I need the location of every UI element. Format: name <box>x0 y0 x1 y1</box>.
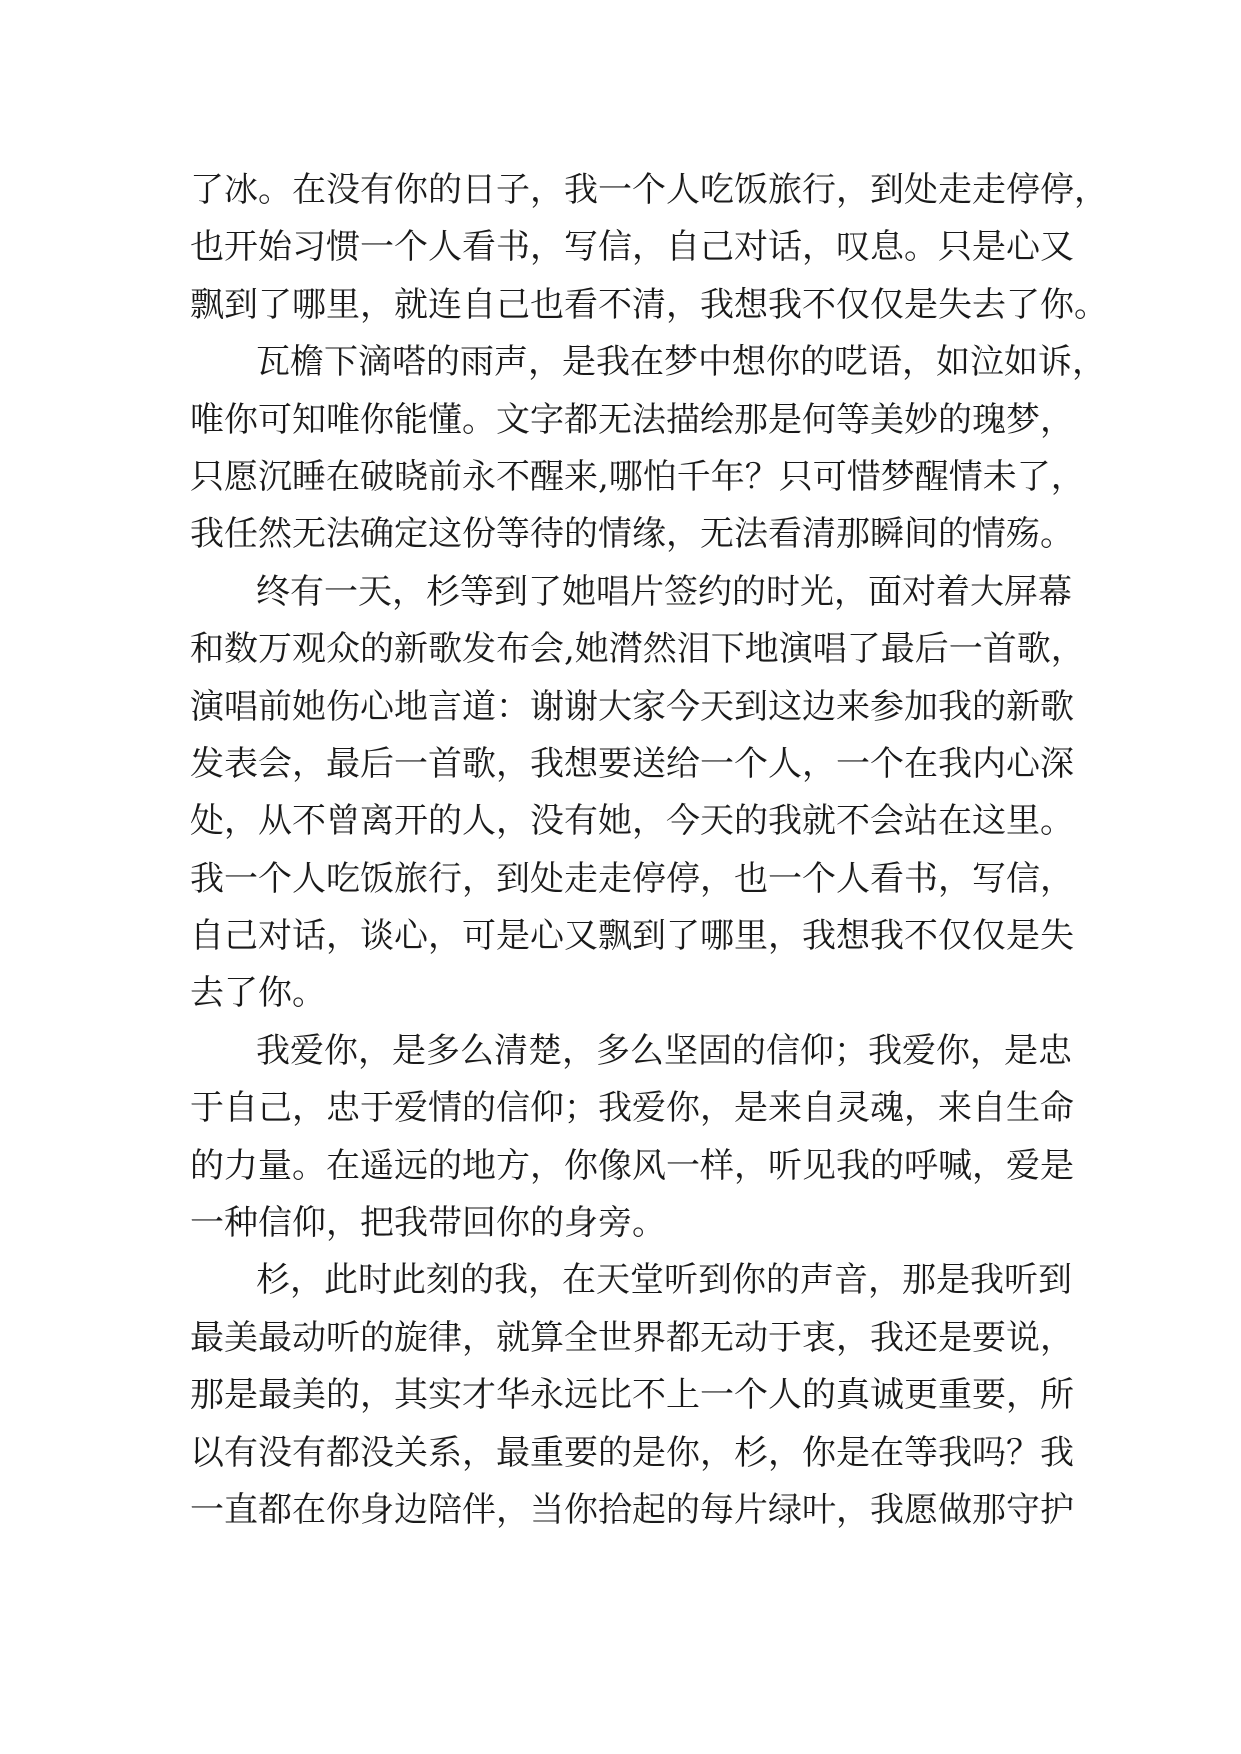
text-line: 自己对话，谈心，可是心又飘到了哪里，我想我不仅仅是失 <box>190 916 1074 957</box>
paragraph <box>190 1023 1074 1253</box>
text-line: 处，从不曾离开的人，没有她，今天的我就不会站在这里。 <box>190 801 1074 842</box>
paragraph <box>190 162 1108 334</box>
text-line: 杉，此时此刻的我，在天堂听到你的声音，那是我听到 <box>256 1260 1072 1301</box>
paragraph <box>190 334 1106 564</box>
text-line: 演唱前她伤心地言道：谢谢大家今天到这边来参加我的新歌 <box>190 686 1074 727</box>
paragraph <box>190 564 1085 1023</box>
text-line: 唯你可知唯你能懂。文字都无法描绘那是何等美妙的瑰梦， <box>190 399 1074 440</box>
text-line: 也开始习惯一个人看书，写信，自己对话，叹息。只是心又 <box>190 227 1074 268</box>
text-line: 的力量。在遥远的地方，你像风一样，听见我的呼喊，爱是 <box>190 1145 1074 1186</box>
text-line: 我爱你，是多么清楚，多么坚固的信仰；我爱你，是忠 <box>256 1030 1072 1071</box>
text-line: 终有一天，杉等到了她唱片签约的时光，面对着大屏幕 <box>256 571 1072 612</box>
text-line: 了冰。在没有你的日子，我一个人吃饭旅行，到处走走停停， <box>190 170 1108 210</box>
text-line: 于自己，忠于爱情的信仰；我爱你，是来自灵魂，来自生命 <box>190 1088 1074 1129</box>
text-line: 瓦檐下滴嗒的雨声，是我在梦中想你的呓语，如泣如诉， <box>256 342 1106 383</box>
text-line: 那是最美的，其实才华永远比不上一个人的真诚更重要，所 <box>190 1375 1074 1416</box>
text-line: 以有没有都没关系，最重要的是你，杉，你是在等我吗？我 <box>190 1432 1074 1473</box>
text-line: 一种信仰，把我带回你的身旁。 <box>190 1203 666 1244</box>
text-line: 我一个人吃饭旅行，到处走走停停，也一个人看书，写信， <box>190 858 1074 899</box>
text-line: 一直都在你身边陪伴，当你拾起的每片绿叶，我愿做那守护 <box>190 1489 1074 1530</box>
text-line: 最美最动听的旋律，就算全世界都无动于衷，我还是要说， <box>190 1317 1074 1358</box>
text-line: 我任然无法确定这份等待的情缘，无法看清那瞬间的情殇。 <box>190 514 1074 555</box>
text-line: 飘到了哪里，就连自己也看不清，我想我不仅仅是失去了你。 <box>190 284 1108 325</box>
paragraph <box>190 1252 1074 1539</box>
text-line: 只愿沉睡在破晓前永不醒来,哪怕千年？只可惜梦醒情未了， <box>190 456 1085 497</box>
document-body-text <box>190 162 1108 1539</box>
text-line: 发表会，最后一首歌，我想要送给一个人，一个在我内心深 <box>190 743 1074 784</box>
text-line: 去了你。 <box>190 973 326 1014</box>
text-line: 和数万观众的新歌发布会,她潸然泪下地演唱了最后一首歌， <box>190 629 1085 670</box>
